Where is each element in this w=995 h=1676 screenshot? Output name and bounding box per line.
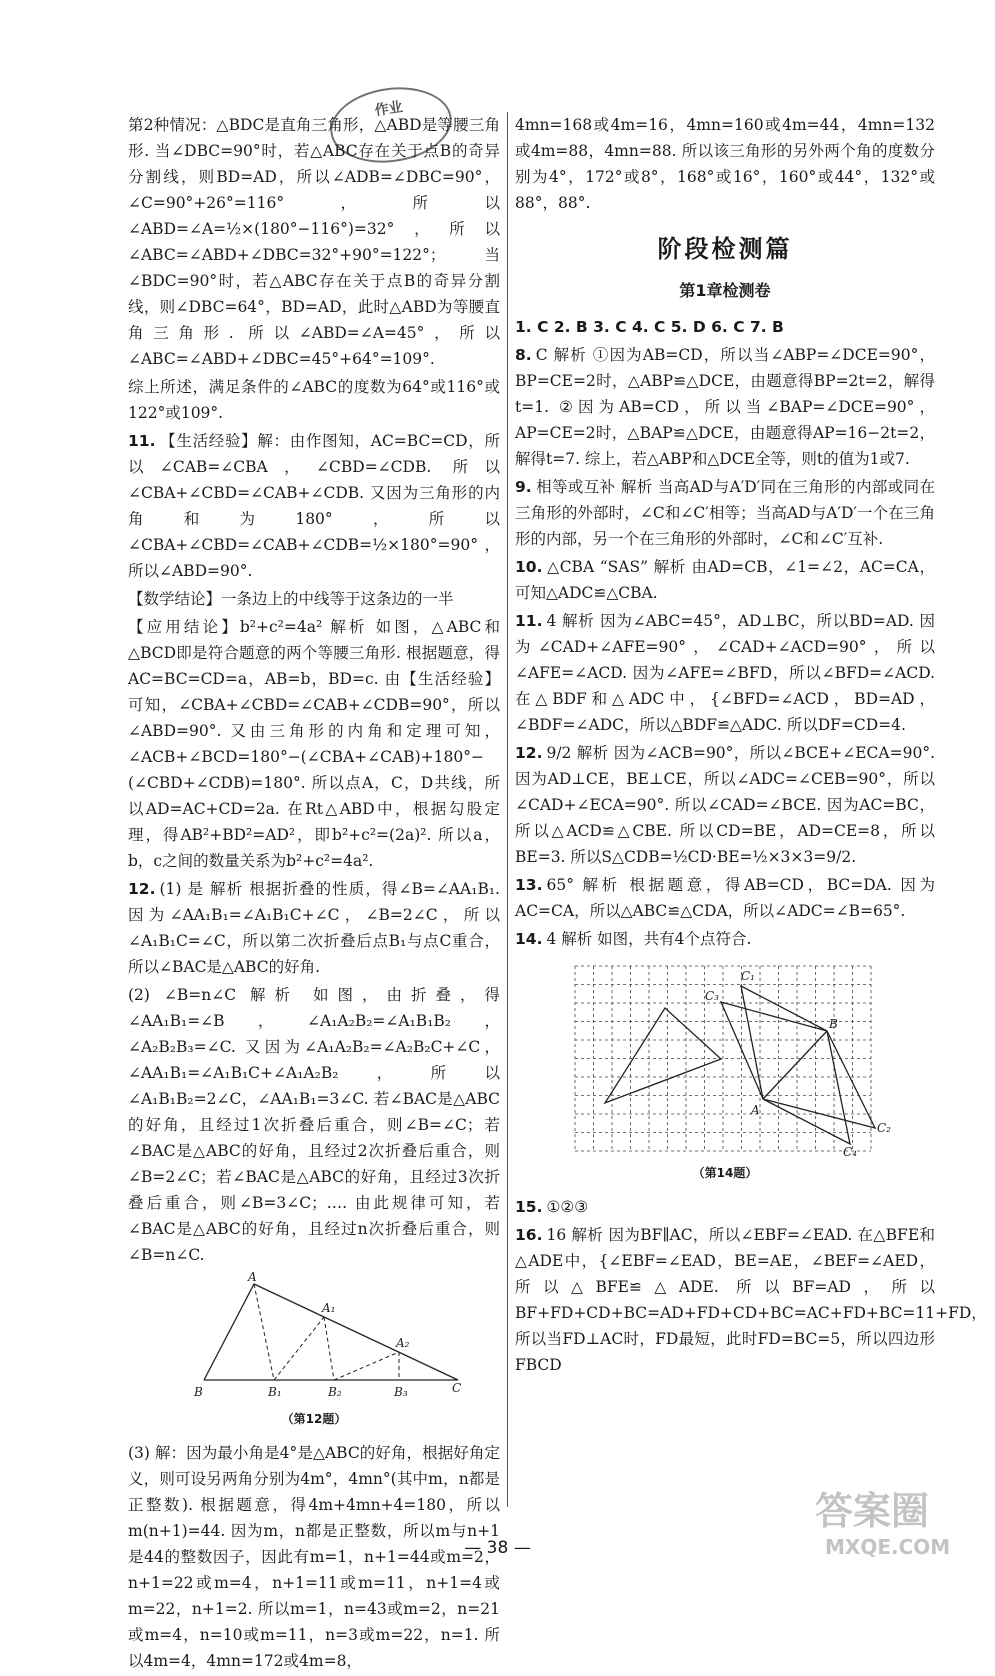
fig12-label-B1: B₁ <box>268 1385 282 1399</box>
figure-12-caption: （第12题） <box>281 1412 347 1426</box>
dashed-grid <box>575 966 871 1151</box>
paragraph: (2) ∠B=n∠C 解析 如图，由折叠，得∠AA₁B₁=∠B，∠A₁A₂B₂=∠A₁B₁B₂，∠A₂B₂B₃=∠C. 又因为∠A₁A₂B₂=∠A₂B₂C+∠C，∠AA₁B₁=∠A₁B₁C+∠A₁A₂B₂，所以∠A₁B₁B₂=2∠C，∠AA₁B₁=3∠C. 若∠BAC是△ABC的好角，且经过1次折叠后重合，则∠B=∠C；若∠BAC是△ABC的好角，且经过2次折叠后重合，则∠B=2∠C；若∠BAC是△ABC的好角，且经过3次折叠后重合，则∠B=3∠C；…. 由此规律可知，若∠BAC是△ABC的好角，且经过n次折叠后重合，则∠B=n∠C. <box>128 986 500 1264</box>
fig12-label-B3: B₃ <box>394 1385 408 1399</box>
fig12-label-A1: A₁ <box>322 1301 336 1315</box>
right-column <box>515 112 987 1380</box>
triangle-abc4 <box>763 1031 850 1144</box>
question-16: 16. 16 解析 因为BF∥AC，所以∠EBF=∠EAD. 在△BFE和△ADE中，{∠EBF=∠EAD，BE=AE，∠BEF=∠AED，所以△BFE≌△ADE. 所以BF=AD，所以BF+FD+CD+BC=AD+FD+CD+BC=AC+FD+BC=11+FD，所以当FD⊥AC时，FD最短，此时FD=BC=5，所以四边形FBCD <box>515 1226 987 1374</box>
fig14-label-C3: C₃ <box>705 989 719 1003</box>
fold-line-4 <box>334 1352 399 1380</box>
question-11: 11. 4 解析 因为∠ABC=45°，AD⊥BC，所以BD=AD. 因为∠CAD+∠AFE=90°，∠CAD+∠ACD=90°，所以∠AFE=∠ACD. 因为∠AFE=∠BFD，所以∠BFD=∠ACD. 在△BDF和△ADC中，{∠BFD=∠ACD，BD=AD，∠BDF=∠ADC，所以△BDF≌△ADC. 所以DF=CD=4. <box>515 612 935 734</box>
question-number: 12. <box>515 744 543 762</box>
paragraph: 【应用结论】b²+c²=4a² 解析 如图，△ABC和△BCD即是符合题意的两个等腰三角形. 根据题意，得AC=BC=CD=a，AB=b，BD=c. 由【生活经验】可知，∠CBA+∠CBD=∠CAB+∠CDB=90°，所以∠ABD=90°. 又由三角形的内角和定理可知，∠ACB+∠BCD=180°−(∠CBA+∠CAB)+180°−(∠CBD+∠CDB)=180°. 所以点A，C，D共线，所以AD=AC+CD=2a. 在Rt△ABD中，根据勾股定理，得AB²+BD²=AD²，即b²+c²=(2a)². 所以a，b，c之间的数量关系为b²+c²=4a². <box>128 618 500 870</box>
question-12: 12. 9/2 解析 因为∠ACB=90°，所以∠BCE+∠ECA=90°. 因为AD⊥CE，BE⊥CE，所以∠ADC=∠CEB=90°，所以∠CAD+∠ECA=90°. 所以∠CAD=∠BCE. 因为AC=BC，所以△ACD≌△CBE. 所以CD=BE，AD=CE=8，所以BE=3. 所以S△CDB=½CD·BE=½×3×3=9/2. <box>515 744 935 866</box>
fig14-label-C2: C₂ <box>877 1121 891 1135</box>
fig12-label-A2: A₂ <box>396 1336 410 1350</box>
triangle-abc1 <box>741 986 827 1099</box>
fold-line-2 <box>274 1317 324 1380</box>
question-number: 11. <box>515 612 543 630</box>
question-number: 13. <box>515 876 543 894</box>
question-12: 12. (1) 是 解析 根据折叠的性质，得∠B=∠AA₁B₁. 因为∠AA₁B₁=∠A₁B₁C+∠C，∠B=2∠C，所以∠A₁B₁C=∠C，所以第二次折叠后点B₁与点C重合，所以∠BAC是△ABC的好角. <box>128 880 500 976</box>
question-number: 12. <box>128 880 156 898</box>
question-8: 8. C 解析 ①因为AB=CD，所以当∠ABP=∠DCE=90°，BP=CE=2时，△ABP≌△DCE，由题意得BP=2t=2，解得t=1. ②因为AB=CD，所以当∠BAP=∠DCE=90°，AP=CE=2时，△BAP≌△DCE，由题意得AP=16−2t=2，解得t=7. 综上，若△ABP和△DCE全等，则t的值为1或7. <box>515 346 935 468</box>
question-10: 10. △CBA “SAS” 解析 由AD=CB，∠1=∠2，AC=CA，可知△ADC≌△CBA. <box>515 558 935 602</box>
chapter-title: 第1章检测卷 <box>679 281 771 300</box>
paragraph: 第2种情况：△BDC是直角三角形，△ABD是等腰三角形. 当∠DBC=90°时，若△ABC存在关于点B的奇异分割线，则BD=AD，所以∠ADB=∠DBC=90°，∠C=90°+26°=116°，所以∠ABD=∠A=½×(180°−116°)=32°，所以∠ABC=∠ABD+∠DBC=32°+90°=122°；当∠BDC=90°时，若△ABC存在关于点B的奇异分割线，则∠DBC=64°，BD=AD，此时△ABD为等腰直角三角形. 所以∠ABD=∠A=45°，所以∠ABC=∠ABD+∠DBC=45°+64°=109°. <box>128 116 500 368</box>
section-title: 阶段检测篇 <box>657 235 793 263</box>
question-number: 15. <box>515 1198 543 1216</box>
column-divider <box>507 112 508 1507</box>
question-11: 11. 【生活经验】解：由作图知，AC=BC=CD，所以∠CAB=∠CBA，∠CBD=∠CDB. 所以∠CBA+∠CBD=∠CAB+∠CDB. 又因为三角形的内角和为180°，所以∠CBA+∠CBD=∠CAB+∠CDB=½×180°=90°，所以∠ABD=90°. <box>128 432 500 580</box>
left-column <box>128 112 500 1676</box>
figure-12 <box>164 1272 464 1402</box>
question-number: 11. <box>128 432 156 450</box>
segment-ab <box>763 1031 827 1099</box>
fig12-label-B: B <box>194 1385 203 1399</box>
figure-14 <box>555 956 895 1156</box>
question-number: 16. <box>515 1226 543 1244</box>
question-14: 14. 4 解析 如图，共有4个点符合. <box>515 930 752 948</box>
fold-line-3 <box>324 1317 334 1380</box>
given-triangle <box>605 1008 721 1103</box>
homework-stamp: 作业 <box>325 80 456 170</box>
question-number: 8. <box>515 346 532 364</box>
watermark-logo: 答案圈 MXQE.COM <box>815 1489 951 1559</box>
figure-14-caption: （第14题） <box>692 1166 758 1180</box>
question-number: 10. <box>515 558 543 576</box>
fig12-label-A: A <box>248 1272 257 1284</box>
paragraph: 综上所述，满足条件的∠ABC的度数为64°或116°或122°或109°. <box>128 378 500 422</box>
triangle-abc <box>204 1284 458 1380</box>
fig14-label-C1: C₁ <box>741 969 755 983</box>
paragraph: (3) 解：因为最小角是4°是△ABC的好角，根据好角定义，则可设另两角分别为4m°，4mn°(其中m，n都是正整数). 根据题意，得4m+4mn+4=180，所以m(n+1)=44. 因为m，n都是正整数，所以m与n+1是44的整数因子，因此有m=1，n+1=44或m=2，n+1=22或m=4，n+1=11或m=11，n+1=4或m=22，n+1=2. 所以m=1，n=43或m=2，n=21或m=4，n=10或m=11，n=3或m=22，n=1. 所以4m=4，4mn=172或4m=8， <box>128 1444 500 1670</box>
fig14-label-A: A <box>751 1103 760 1117</box>
page-number: — 38 — <box>464 1538 531 1558</box>
question-9: 9. 相等或互补 解析 当高AD与A′D′同在三角形的内部或同在三角形的外部时，∠C和∠C′相等；当高AD与A′D′一个在三角形的内部，另一个在三角形的外部时，∠C和∠C′互补. <box>515 478 935 548</box>
paragraph: 【数学结论】一条边上的中线等于这条边的一半 <box>128 590 454 608</box>
triangle-abc2 <box>763 1031 875 1128</box>
fig12-label-B2: B₂ <box>328 1385 342 1399</box>
fold-line-1 <box>254 1284 274 1380</box>
fig14-label-B: B <box>829 1017 838 1031</box>
triangle-abc3 <box>721 1002 827 1099</box>
fig12-label-C: C <box>452 1381 462 1395</box>
question-15: 15. ①②③ <box>515 1198 589 1216</box>
question-number: 14. <box>515 930 543 948</box>
fig14-label-C4: C₄ <box>843 1145 857 1156</box>
question-number: 9. <box>515 478 532 496</box>
paragraph: 4mn=168或4m=16，4mn=160或4m=44，4mn=132或4m=88，4mn=88. 所以该三角形的另外两个角的度数分别为4°，172°或8°，168°或16°，160°或44°，132°或88°，88°. <box>515 116 935 212</box>
question-13: 13. 65° 解析 根据题意，得AB=CD，BC=DA. 因为AC=CA，所以△ABC≌△CDA，所以∠ADC=∠B=65°. <box>515 876 935 920</box>
multiple-choice-answers: 1. C 2. B 3. C 4. C 5. D 6. C 7. B <box>515 318 784 336</box>
